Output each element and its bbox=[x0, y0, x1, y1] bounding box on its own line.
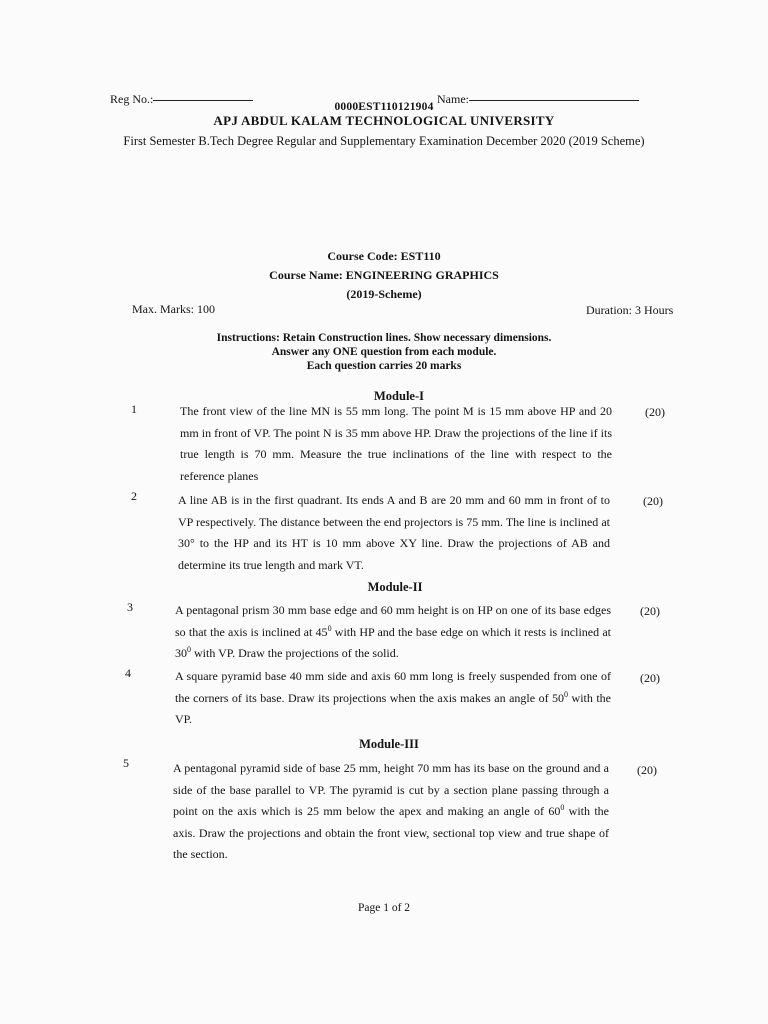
question-2-marks: (20) bbox=[643, 494, 663, 508]
course-code: Course Code: EST110 bbox=[327, 249, 441, 263]
instructions-line-1: Instructions: Retain Construction lines. Show necessary dimensions. bbox=[216, 332, 552, 344]
university-name: APJ ABDUL KALAM TECHNOLOGICAL UNIVERSITY bbox=[213, 113, 555, 128]
question-4-text-b: with the VP. bbox=[175, 690, 611, 726]
question-5-number: 5 bbox=[123, 756, 129, 770]
module-1-heading: Module-I bbox=[374, 389, 424, 403]
question-4-number: 4 bbox=[125, 666, 131, 680]
reg-no-label: Reg No.: bbox=[110, 92, 154, 106]
question-4-text bbox=[175, 666, 611, 731]
question-2-number: 2 bbox=[131, 489, 137, 503]
question-3-text-b: with HP and the base edge on which it rests is inclined at 30 bbox=[175, 624, 611, 660]
question-3-text-a: A pentagonal prism 30 mm base edge and 60 mm height is on HP on one of its base edges so that the axis is inclined at 45 bbox=[175, 603, 611, 639]
degree-superscript: 0 bbox=[327, 623, 332, 633]
duration: Duration: 3 Hours bbox=[586, 303, 674, 317]
page-number: Page 1 of 2 bbox=[357, 902, 411, 914]
course-scheme: (2019-Scheme) bbox=[346, 287, 422, 301]
name-label: Name: bbox=[437, 92, 469, 106]
course-name: Course Name: ENGINEERING GRAPHICS bbox=[269, 268, 499, 282]
question-3-number: 3 bbox=[127, 600, 133, 614]
degree-superscript: 0 bbox=[564, 689, 569, 699]
question-1-number: 1 bbox=[131, 402, 137, 416]
question-4-text-a: A square pyramid base 40 mm side and axis 60 mm long is freely suspended from one of the corners of its base. Draw its projections when the axis makes an angle of 50 bbox=[175, 669, 611, 705]
question-5-text-a: A pentagonal pyramid side of base 25 mm, height 70 mm has its base on the ground and a side of the base parallel to VP. The pyramid is cut by a section plane passing through a point on the axis which is 25 mm below the apex and making an angle of 60 bbox=[173, 761, 609, 818]
question-1-marks: (20) bbox=[645, 405, 665, 419]
instructions-line-2: Answer any ONE question from each module. bbox=[271, 346, 497, 358]
exam-title: First Semester B.Tech Degree Regular and Supplementary Examination December 2020 (2019 Scheme) bbox=[123, 134, 645, 148]
module-3-heading: Module-III bbox=[359, 737, 419, 751]
instructions-line-3: Each question carries 20 marks bbox=[306, 360, 462, 372]
module-2-heading: Module-II bbox=[367, 580, 423, 594]
question-5-text bbox=[173, 758, 609, 866]
question-3-marks: (20) bbox=[640, 604, 660, 618]
degree-superscript: 0 bbox=[187, 645, 191, 654]
degree-superscript: 0 bbox=[560, 803, 565, 812]
question-4-marks: (20) bbox=[640, 671, 660, 685]
paper-code: 0000EST110121904 bbox=[334, 101, 434, 113]
max-marks: Max. Marks: 100 bbox=[132, 302, 215, 316]
question-2-text: A line AB is in the first quadrant. Its ends A and B are 20 mm and 60 mm in front of to VP respectively. The distance between the end projectors is 75 mm. The line is inclined at 30° to the HP and its HT is 10 mm above XY line. Draw the projections of AB and determine its true length and mark VT. bbox=[178, 493, 610, 572]
question-3-text-c: with VP. Draw the projections of the solid. bbox=[191, 646, 399, 660]
question-1-text: The front view of the line MN is 55 mm long. The point M is 15 mm above HP and 20 mm in front of VP. The point N is 35 mm above HP. Draw the projections of the line if its true length is 70 mm. Measure the true inclinations of the line with respect to the reference planes bbox=[180, 404, 612, 483]
question-3-text bbox=[175, 600, 611, 665]
question-5-marks: (20) bbox=[637, 763, 657, 777]
question-5-text-b: with the axis. Draw the projections and obtain the front view, sectional top view and true shape of the section. bbox=[173, 804, 609, 861]
